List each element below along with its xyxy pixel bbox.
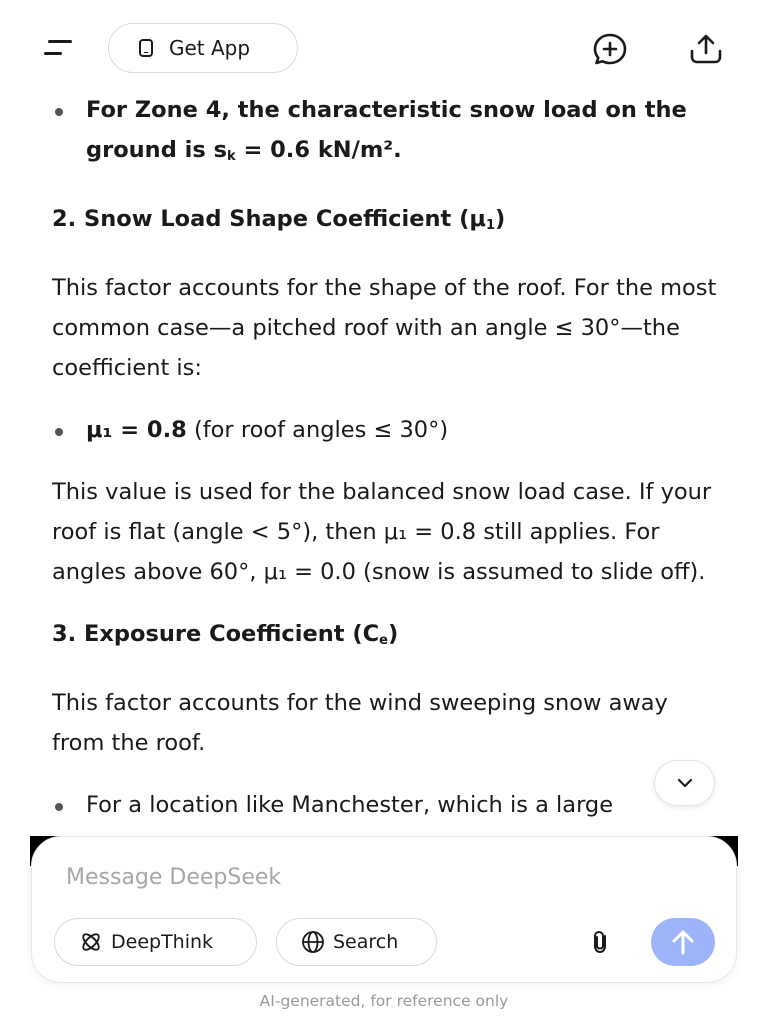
globe-icon bbox=[301, 930, 325, 954]
message-input[interactable] bbox=[66, 859, 666, 895]
share-icon[interactable] bbox=[688, 32, 724, 66]
paragraph: This factor accounts for the wind sweeping snow away from the roof. bbox=[52, 690, 668, 756]
new-chat-icon[interactable] bbox=[592, 32, 628, 66]
chevron-down-icon bbox=[676, 777, 694, 789]
list-item: For a location like Manchester, which is a large bbox=[52, 785, 722, 825]
paragraph: This factor accounts for the shape of the roof. For the most common case—a pitched roof with an angle ≤ 30°—the coefficient is: bbox=[52, 275, 717, 381]
arrow-up-icon bbox=[670, 928, 696, 956]
scroll-to-bottom-button[interactable] bbox=[654, 760, 715, 806]
assistant-message bbox=[52, 90, 722, 825]
phone-icon bbox=[139, 39, 153, 57]
paperclip-icon[interactable] bbox=[588, 929, 614, 955]
top-bar bbox=[0, 0, 768, 96]
deepthink-button[interactable] bbox=[54, 918, 257, 966]
message-composer bbox=[31, 836, 737, 983]
disclaimer-text: AI-generated, for reference only bbox=[259, 992, 509, 1010]
list-item: μ₁ = 0.8 (for roof angles ≤ 30°) bbox=[52, 410, 722, 450]
deepthink-label: DeepThink bbox=[111, 931, 214, 953]
search-label: Search bbox=[333, 931, 399, 953]
paragraph: This value is used for the balanced snow load case. If your roof is flat (angle < 5°), then μ₁ = 0.8 still applies. For angles above 60°, μ₁ = 0.0 (snow is assumed to slide off). bbox=[52, 479, 712, 585]
search-button[interactable] bbox=[276, 918, 437, 966]
get-app-label: Get App bbox=[169, 36, 251, 60]
menu-icon[interactable] bbox=[44, 36, 74, 60]
get-app-button[interactable] bbox=[108, 23, 298, 73]
list-item: For Zone 4, the characteristic snow load on the ground is $s_k = 0.6$ kN/m². bbox=[52, 90, 722, 177]
section-heading: 2. Snow Load Shape Coefficient $(\mu_1)$ bbox=[52, 206, 506, 233]
section-heading: 3. Exposure Coefficient $(C_e)$ bbox=[52, 621, 399, 648]
deepthink-icon bbox=[79, 930, 103, 954]
send-button[interactable] bbox=[651, 918, 715, 966]
